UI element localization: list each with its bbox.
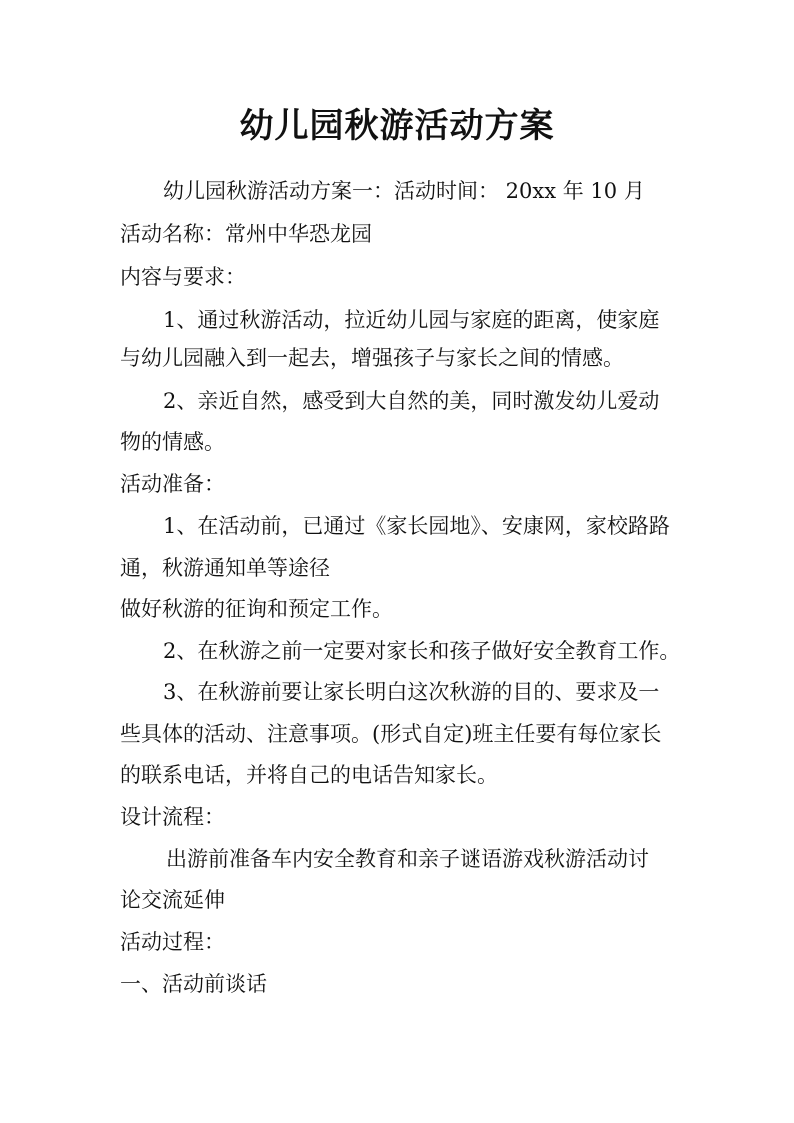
paragraph-line: 做好秋游的征询和预定工作。 (120, 597, 393, 621)
paragraph-line-activity-name: 活动名称：常州中华恐龙园 (120, 222, 372, 246)
paragraph-line: 2、在秋游之前一定要对家长和孩子做好安全教育工作。 (163, 639, 681, 663)
paragraph-line: 3、在秋游前要让家长明白这次秋游的目的、要求及一 (163, 680, 660, 704)
paragraph-line: 的联系电话，并将自己的电话告知家长。 (120, 763, 498, 787)
subsection-heading: 一、活动前谈话 (120, 972, 267, 996)
paragraph-line: 2、亲近自然，感受到大自然的美，同时激发幼儿爱动 (163, 389, 660, 413)
paragraph-line: 与幼儿园融入到一起去，增强孩子与家长之间的情感。 (120, 346, 624, 370)
paragraph-line: 出游前准备车内安全教育和亲子谜语游戏秋游活动讨 (166, 847, 649, 871)
section-heading-preparation: 活动准备： (120, 472, 225, 496)
paragraph-line-intro: 幼儿园秋游活动方案一：活动时间： 20xx 年 10 月 (163, 179, 645, 203)
document-title: 幼儿园秋游活动方案 (239, 106, 555, 146)
section-heading-content: 内容与要求： (120, 265, 246, 289)
section-heading-process: 活动过程： (120, 930, 225, 954)
paragraph-line: 通，秋游通知单等途径 (120, 556, 330, 580)
paragraph-line: 论交流延伸 (120, 888, 225, 912)
paragraph-line: 1、在活动前，已通过《家长园地》、安康网，家校路路 (163, 514, 670, 538)
paragraph-line: 些具体的活动、注意事项。(形式自定)班主任要有每位家长 (120, 722, 662, 746)
paragraph-line: 1、通过秋游活动，拉近幼儿园与家庭的距离，使家庭 (163, 308, 660, 332)
section-heading-design-flow: 设计流程： (120, 805, 225, 829)
paragraph-line: 物的情感。 (120, 430, 225, 454)
